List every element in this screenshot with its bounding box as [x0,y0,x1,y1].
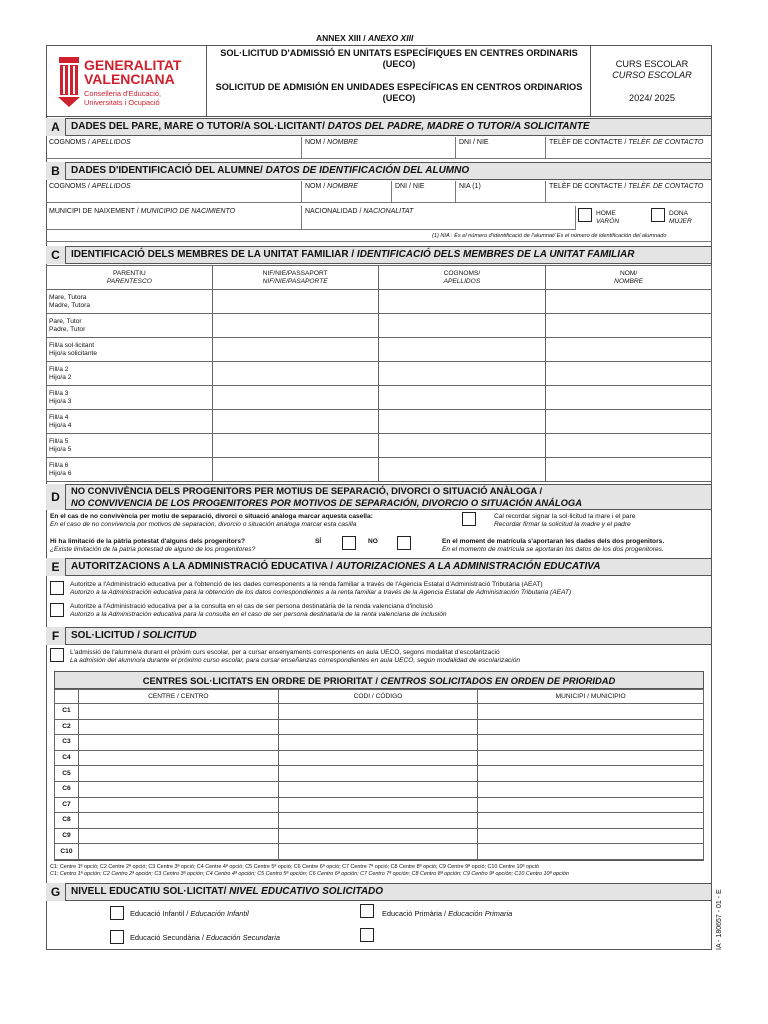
centres-legend: C1: Centre 1ª opció; C2 Centre 2ª opció; C3 Centre 3ª opció; C4 Centre 4ª opció; C5 Centre 5ª opció; C6 Centre 6ª opció; C7 Centre 7ª opció; C8 Centre 8ª opció; C9 Centre 9ª opció; C10 Centre 10ª opció C1: Centro 1ª opción; C2 Centro 2ª opción; C3 Centro 3ª opción; C4 Centro 4ª opción; C5 Centro 5ª opción; C6 Centro 6ª opción; C7 Centro 7ª opción; C8 Centro 8ª opción; C9 Centro 9ª opción; C10 Centro 10ª opción [50,864,569,877]
table-row [55,828,704,844]
input-cell[interactable] [278,781,478,797]
aeat-authorization-text: Autoritze a l'Administració educativa per a l'obtenció de les dades corresponents a la renda familiar a través de l'Agència Estatal d'Administració Tributària (AEAT) Autorizo a la Administración educativa para la obtención de los datos correspondientes a la renta familiar a través de la Agencia Estatal de Administración Tributaria (AEAT) [70,581,572,596]
secundaria-checkbox[interactable] [110,930,124,944]
section-a-letter: A [46,118,66,136]
centre-rank-cell: C4 [55,750,79,766]
relationship-cell: Fill/a 5 Hijo/a 5 [47,434,213,458]
parent-dni-field[interactable]: DNI / NIE [456,137,546,159]
section-d-letter: D [46,484,66,510]
table-row [55,844,704,860]
parent-phone-field[interactable]: TELÈF DE CONTACTE / TELÈF. DE CONTACTO [546,137,712,159]
table-row [55,797,704,813]
table-row [55,719,704,735]
input-cell[interactable] [546,410,712,434]
no-label: NO [368,538,378,545]
input-cell[interactable] [78,828,278,844]
centre-rank-cell: C10 [55,844,79,860]
relationship-cell: Fill/a 2 Hijo/a 2 [47,362,213,386]
table-row [47,410,712,434]
input-cell[interactable] [378,338,546,362]
female-label: DONA MUJER [669,210,692,225]
section-g-letter: G [46,883,66,901]
input-cell[interactable] [478,828,704,844]
relationship-cell: Fill/a sol·licitant Hijo/a solicitante [47,338,213,362]
centre-rank-cell: C9 [55,828,79,844]
section-a-title: DADES DEL PARE, MARE O TUTOR/A SOL·LICITANT/ DATOS DEL PADRE, MADRE O TUTOR/A SOLICITANTE [71,121,590,132]
input-cell[interactable] [378,314,546,338]
primaria-label: Educació Primària / Educación Primaria [382,909,513,918]
custody-yes-checkbox[interactable] [342,536,356,550]
input-cell[interactable] [278,797,478,813]
student-dni-field[interactable]: DNI / NIE [392,181,456,203]
input-cell[interactable] [278,735,478,751]
col-code: CODI / CÓDIGO [278,690,478,704]
sign-reminder: Cal recordar signar la sol·licitud la mare i el pare Recordar firmar la solicitud la madre y el padre [494,513,636,528]
input-cell[interactable] [478,781,704,797]
input-cell[interactable] [78,781,278,797]
student-surname-field[interactable]: COGNOMS / APELLIDOS [46,181,302,203]
centre-rank-cell: C2 [55,719,79,735]
input-cell[interactable] [78,844,278,860]
admission-request-checkbox[interactable] [50,648,64,662]
input-cell[interactable] [478,735,704,751]
table-row [55,781,704,797]
input-cell[interactable] [278,813,478,829]
admission-request-text: L'admissió de l'alumne/a durant el pròxim curs escolar, per a cursar ensenyaments corresponents en aula UECO, segons modalitat d'escolarització La admisión del alumno/a durante el próximo curso escolar, para cursar enseñanzas correspondientes en aula UECO, según modalidad de escolarización [70,649,521,664]
col-name: NOM/ NOMBRE [546,266,712,290]
input-cell[interactable] [78,704,278,720]
table-row [55,813,704,829]
relationship-cell: Pare, Tutor Padre, Tutor [47,314,213,338]
school-year-value: 2024/ 2025 [629,93,675,103]
student-phone-field[interactable]: TELÈF DE CONTACTE / TELÈF. DE CONTACTO [546,181,712,203]
female-checkbox[interactable] [651,208,665,222]
input-cell[interactable] [378,458,546,482]
input-cell[interactable] [212,434,378,458]
input-cell[interactable] [378,290,546,314]
infantil-label: Educació Infantil / Educación Infantil [130,909,249,918]
section-c-letter: C [46,246,66,264]
input-cell[interactable] [212,338,378,362]
extra-level-checkbox[interactable] [360,928,374,942]
table-row [55,766,704,782]
input-cell[interactable] [212,458,378,482]
parent-surname-field[interactable]: COGNOMS / APELLIDOS [46,137,302,159]
input-cell[interactable] [212,314,378,338]
annex-label: ANNEX XIII / ANEXO XIII [316,33,414,43]
header [46,45,712,117]
table-row [47,458,712,482]
table-row [55,750,704,766]
school-year-label: CURS ESCOLAR CURSO ESCOLAR [612,59,692,80]
birth-municipality-field[interactable]: MUNICIPI DE NAIXEMENT / MUNICIPIO DE NACIMIENTO [46,206,302,230]
infantil-checkbox[interactable] [110,906,124,920]
nationality-field[interactable]: NACIONALIDAD / NACIONALITAT [302,206,576,230]
input-cell[interactable] [478,750,704,766]
table-row [47,314,712,338]
table-row [47,290,712,314]
input-cell[interactable] [278,750,478,766]
relationship-cell: Fill/a 6 Hijo/a 6 [47,458,213,482]
input-cell[interactable] [546,386,712,410]
input-cell[interactable] [478,844,704,860]
table-row [55,735,704,751]
custody-no-checkbox[interactable] [397,536,411,550]
custody-question: Hi ha limitació de la pàtria potestat d'alguns dels progenitors? ¿Existe limitación de la patria potestad de alguno de los progenitores? [50,538,256,553]
input-cell[interactable] [212,290,378,314]
input-cell[interactable] [478,704,704,720]
input-cell[interactable] [546,434,712,458]
section-f-title: SOL·LICITUD / SOLICITUD [71,630,197,641]
nia-footnote: (1) NIA : És el número d'identificació de l'alumnat/ Es el número de identificación del alumnado [432,233,667,239]
no-cohabitation-checkbox[interactable] [462,512,476,526]
input-cell[interactable] [378,434,546,458]
input-cell[interactable] [212,386,378,410]
input-cell[interactable] [78,719,278,735]
logo-department: Conselleria d'Educació, Universitats i Ocupació [84,89,162,107]
input-cell[interactable] [278,719,478,735]
input-cell[interactable] [212,410,378,434]
title-valencian: SOL·LICITUD D'ADMISSIÓ EN UNITATS ESPECÍFIQUES EN CENTRES ORDINARIS (UECO) [220,48,578,69]
enrolment-note: En el moment de matrícula s'aportaran les dades dels dos progenitors. En el momento de matrícula se aportarán los datos de los dos progenitores. [442,538,665,553]
centre-rank-cell: C7 [55,797,79,813]
logo-emblem-icon [56,53,82,109]
input-cell[interactable] [212,362,378,386]
col-centre: CENTRE / CENTRO [78,690,278,704]
input-cell[interactable] [478,719,704,735]
relationship-cell: Fill/a 3 Hijo/a 3 [47,386,213,410]
yes-label: SÍ [315,538,322,545]
input-cell[interactable] [546,290,712,314]
input-cell[interactable] [278,828,478,844]
student-name-field[interactable]: NOM / NOMBRE [302,181,392,203]
family-members-table [46,265,712,482]
section-f-letter: F [46,627,66,645]
relationship-cell: Fill/a 4 Hijo/a 4 [47,410,213,434]
col-municipality: MUNICIPI / MUNICIPIO [478,690,704,704]
centres-table [54,689,704,860]
centres-title: CENTRES SOL·LICITATS EN ORDRE DE PRIORITAT / CENTROS SOLICITADOS EN ORDEN DE PRIORIDAD [54,671,704,689]
section-g-title: NIVELL EDUCATIU SOL·LICITAT/ NIVEL EDUCATIVO SOLICITADO [71,886,384,897]
input-cell[interactable] [378,362,546,386]
male-checkbox[interactable] [578,208,592,222]
section-e-letter: E [46,558,66,576]
relationship-cell: Mare, Tutora Madre, Tutora [47,290,213,314]
col-relationship: PARENTIU PARENTESCO [47,266,213,290]
input-cell[interactable] [78,766,278,782]
centre-rank-cell: C6 [55,781,79,797]
input-cell[interactable] [78,750,278,766]
inclusion-income-checkbox[interactable] [50,603,64,617]
parent-name-field[interactable]: NOM / NOMBRE [302,137,456,159]
table-row [47,338,712,362]
male-label: HOME VARÓN [596,210,620,225]
input-cell[interactable] [478,797,704,813]
centre-rank-cell: C1 [55,704,79,720]
title-spanish: SOLICITUD DE ADMISIÓN EN UNIDADES ESPECÍFICAS EN CENTROS ORDINARIOS (UECO) [215,82,583,103]
centre-rank-cell: C8 [55,813,79,829]
input-cell[interactable] [478,766,704,782]
input-cell[interactable] [378,386,546,410]
input-cell[interactable] [546,362,712,386]
student-nia-field[interactable]: NIA (1) [456,181,546,203]
input-cell[interactable] [546,458,712,482]
input-cell[interactable] [78,797,278,813]
input-cell[interactable] [378,410,546,434]
primaria-checkbox[interactable] [360,904,374,918]
table-row [47,434,712,458]
centre-rank-cell: C5 [55,766,79,782]
input-cell[interactable] [278,766,478,782]
centre-rank-cell: C3 [55,735,79,751]
col-surname: COGNOMS/ APELLIDOS [378,266,546,290]
section-b-letter: B [46,162,66,180]
table-row [47,386,712,410]
table-row [47,362,712,386]
inclusion-income-text: Autoritze a l'Administració educativa per a la consulta en el cas de ser persona destinatària de la renda valenciana d'inclusió Autorizo a la Administración educativa para la consulta en el caso de ser persona destinataria de la renta valenciana de inclusión [70,603,447,618]
input-cell[interactable] [546,314,712,338]
input-cell[interactable] [478,813,704,829]
section-d-title: NO CONVIVÈNCIA DELS PROGENITORS PER MOTIUS DE SEPARACIÓ, DIVORCI O SITUACIÓ ANÀLOGA / NO CONVIVENCIA DE LOS PROGENITORES POR MOTIVOS DE SEPARACIÓN, DIVORCIO O SITUACIÓN ANÁLOGA [71,485,582,508]
no-cohabitation-question: En el cas de no convivència per motiu de separació, divorci o situació anàloga marcar aquesta casella: En el caso de no convivencia por motivos de separación, divorcio o situación análoga marcar esta casilla [50,513,373,528]
form-code: IA - 180657 - 01 - E [716,889,723,950]
input-cell[interactable] [278,844,478,860]
input-cell[interactable] [78,813,278,829]
table-row [55,704,704,720]
logo-brand: GENERALITAT VALENCIANA [84,57,182,87]
section-e-title: AUTORITZACIONS A LA ADMINISTRACIÓ EDUCATIVA / AUTORIZACIONES A LA ADMINISTRACIÓN EDUCATIVA [71,561,601,572]
col-id: NIF/NIE/PASSAPORT NIF/NIE/PASAPORTE [212,266,378,290]
section-c-title: IDENTIFICACIÓ DELS MEMBRES DE LA UNITAT FAMILIAR / IDENTIFICACIÓ DELS MEMBRES DE LA UNITAT FAMILIAR [71,249,635,260]
input-cell[interactable] [78,735,278,751]
aeat-authorization-checkbox[interactable] [50,581,64,595]
secundaria-label: Educació Secundària / Educación Secundaria [130,933,280,942]
input-cell[interactable] [278,704,478,720]
input-cell[interactable] [546,338,712,362]
section-b-title: DADES D'IDENTIFICACIÓ DEL ALUMNE/ DATOS DE IDENTIFICACIÓN DEL ALUMNO [71,165,470,176]
